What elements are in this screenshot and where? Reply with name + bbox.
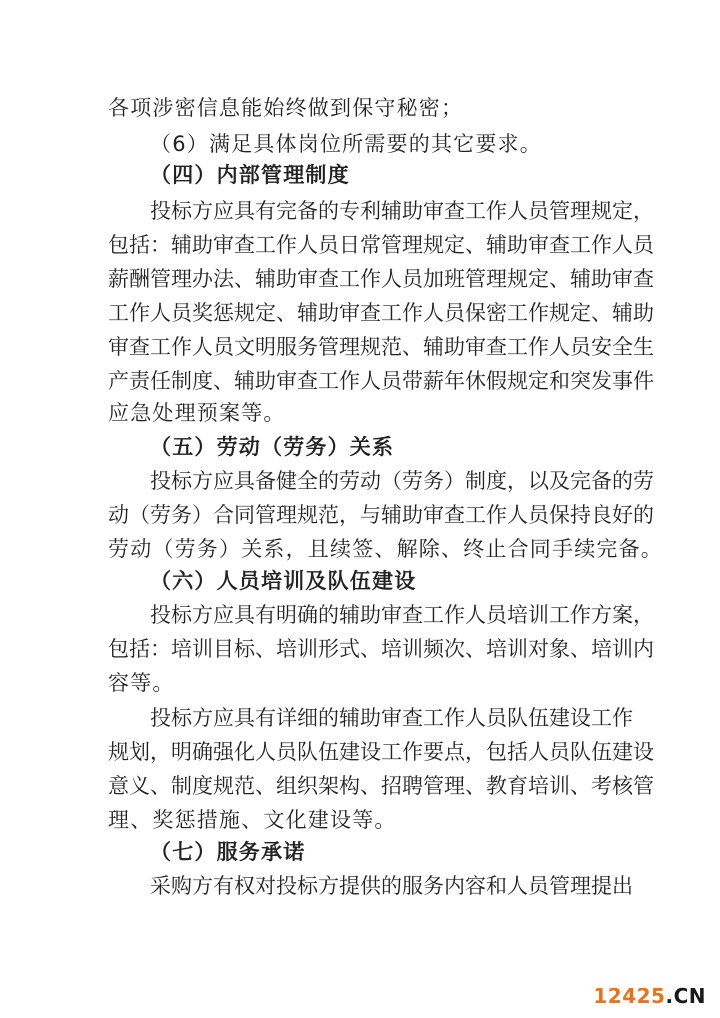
- paragraph-line: 投标方应具有详细的辅助审查工作人员队伍建设工作: [150, 706, 633, 730]
- watermark-number: 12425: [593, 984, 666, 1008]
- paragraph-line: 劳动（劳务）关系，且续签、解除、终止合同手续完备。: [108, 537, 663, 561]
- list-item: （6）满足具体岗位所需要的其它要求。: [150, 132, 542, 156]
- paragraph-line: 意义、制度规范、组织架构、招聘管理、教育培训、考核管: [108, 774, 654, 798]
- paragraph-line: 应急处理预案等。: [108, 401, 286, 425]
- paragraph-line: 采购方有权对投标方提供的服务内容和人员管理提出: [150, 874, 633, 898]
- paragraph-line: 审查工作人员文明服务管理规范、辅助审查工作人员安全生: [108, 335, 654, 359]
- section-heading: （四）内部管理制度: [150, 163, 350, 187]
- paragraph-line: 工作人员奖惩规定、辅助审查工作人员保密工作规定、辅助: [108, 301, 654, 325]
- site-watermark: [593, 984, 706, 1008]
- paragraph-line: 各项涉密信息能始终做到保守秘密；: [108, 96, 464, 120]
- section-heading: （五）劳动（劳务）关系: [150, 435, 395, 459]
- paragraph-line: 规划，明确强化人员队伍建设工作要点，包括人员队伍建设: [108, 740, 654, 764]
- paragraph-line: 理、奖惩措施、文化建设等。: [108, 808, 397, 832]
- paragraph-line: 投标方应具有明确的辅助审查工作人员培训工作方案，: [150, 603, 654, 627]
- paragraph-line: 动（劳务）合同管理规范，与辅助审查工作人员保持良好的: [108, 503, 654, 527]
- paragraph-line: 包括：辅助审查工作人员日常管理规定、辅助审查工作人员: [108, 233, 654, 257]
- paragraph-line: 包括：培训目标、培训形式、培训频次、培训对象、培训内: [108, 637, 654, 661]
- section-heading: （七）服务承诺: [150, 840, 306, 864]
- watermark-domain: .CN: [665, 984, 706, 1008]
- paragraph-line: 投标方应具有完备的专利辅助审查工作人员管理规定，: [150, 199, 654, 223]
- paragraph-line: 薪酬管理办法、辅助审查工作人员加班管理规定、辅助审查: [108, 267, 654, 291]
- paragraph-line: 投标方应具备健全的劳动（劳务）制度，以及完备的劳: [150, 469, 654, 493]
- paragraph-line: 容等。: [108, 671, 175, 695]
- section-heading: （六）人员培训及队伍建设: [150, 569, 417, 593]
- paragraph-line: 产责任制度、辅助审查工作人员带薪年休假规定和突发事件: [108, 369, 654, 393]
